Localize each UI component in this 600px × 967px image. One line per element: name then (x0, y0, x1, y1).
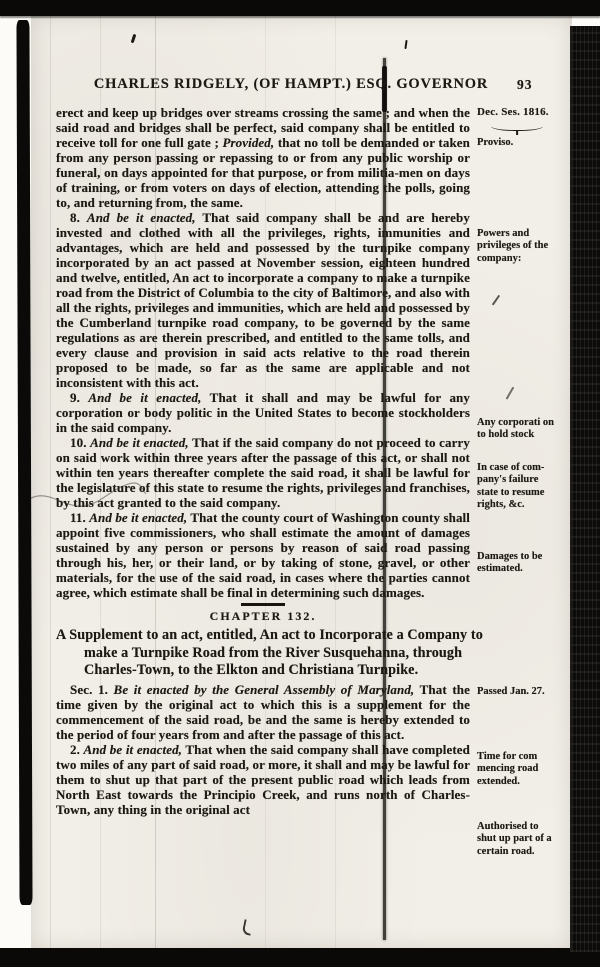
margin-note-stockholders: Any corporati on to hold stock (477, 417, 554, 441)
margin-note-shut-up-road: Authorised to shut up part of a certain road. (477, 821, 552, 857)
scan-border-top (0, 0, 600, 16)
brace-mark (491, 121, 543, 131)
margin-note-proviso: Proviso. (477, 137, 514, 148)
statute-section (56, 742, 470, 817)
section-text: That when the said company shall have completed two miles of any part of said road, or more, it shall and may be lawful for them to shut up that part of the present public road which leads from North East towards the Principio Creek, and runs north of Charles-Town, any thing in the original act (56, 741, 470, 817)
section-number: 8. (70, 210, 80, 225)
section-text: that no toll be demanded or taken from any person passing or repassing to or from any public worship or funeral, on days appointed for that purpose, or from militia-men on days of training, or from voters on days of election, attending the polls, going to, and returning from, the same. (56, 135, 470, 210)
running-header: CHARLES RIDGELY, (OF HAMPT.) ESQ. GOVERNOR (93, 76, 489, 92)
act-title: A Supplement to an act, entitled, An act to Incorporate a Company to make a Turnpike Road from the River Susquehanna, through Charles-Town, to the Elkton and Christiana Turnpike. (56, 627, 483, 678)
statute-section (56, 682, 470, 742)
statute-section (56, 210, 470, 390)
ink-speck (131, 34, 136, 43)
margin-note-passed: Passed Jan. 27. (477, 686, 545, 697)
section-text: That said company shall be and are hereby invested and clothed with all the privileges, rights, immunities and advantages, which are held and possessed by the turnpike company incorporated by an act passed at November session, eighteen hundred and twelve, entitled, An act to incorporate a company to make a turnpike road from the District of Columbia to the city of Baltimore, and also with all the rights, privileges and immunities, which are held and possessed by the Cumberland turnpike road company, to be governed by the same regulations as are therein prescribed, and entitled to the same tolls, and every clause and provision in said acts relative to the road therein proposed to be made, so far as the same are applicable and not inconsistent with this act. (56, 210, 470, 390)
scan-border-bottom (0, 948, 600, 967)
proviso-word: Provided, (222, 135, 275, 150)
enacting-clause: And be it enacted, (90, 435, 189, 450)
scan-border-right (570, 26, 600, 952)
ink-speck (506, 387, 514, 400)
statute-section (56, 390, 470, 435)
margin-note-state-resume: In case of com- pany's failure state to resume rights, &c. (477, 462, 545, 510)
ink-hook-mark (242, 919, 254, 936)
enacting-clause: And be it enacted, (86, 210, 196, 225)
enacting-clause: And be it enacted, (88, 390, 202, 405)
section-number: 9. (70, 390, 80, 405)
section-number: 2. (70, 741, 80, 757)
statute-text-column (56, 105, 483, 817)
ink-speck (404, 40, 407, 49)
margin-note-time-extended: Time for com mencing road extended. (477, 751, 539, 787)
pen-squiggle-mark (17, 472, 149, 528)
section-text: That if the said company do not proceed to carry on said work within three years after the passage of this act, or shall not within ten years thereafter complete the said road, it shall be lawful for the legislature of this state to resume the rights, privileges and franchises, by this act granted to the said company. (56, 435, 470, 510)
section-number: 11. (70, 510, 86, 525)
margin-note-session: Dec. Ses. 1816. (477, 106, 549, 118)
section-divider-rule (241, 603, 285, 606)
enacting-clause: And be it enacted, (89, 510, 188, 525)
section-text: That the time given by the original act to which this is a supplement for the commencement of the said road, be and the same is hereby extended to the period of four years from and after the passage of this act. (56, 681, 470, 742)
ink-speck (492, 295, 500, 306)
margin-note-powers: Powers and privileges of the company: (477, 228, 549, 264)
section-text: erect and keep up bridges over streams crossing the same ; and when the said road and bridges shall be perfect, said company shall be entitled to receive toll for one full gate ; (56, 105, 470, 150)
enacting-clause: Be it enacted by the General Assembly of Maryland, (113, 681, 415, 697)
section-number: Sec. 1. (70, 681, 108, 697)
margin-note-damages: Damages to be estimated. (477, 551, 543, 575)
enacting-clause: And be it enacted, (83, 741, 183, 757)
chapter-heading: CHAPTER 132. (209, 609, 317, 623)
page-paper (31, 14, 572, 950)
section-text: That the county court of Washington county shall appoint five commissioners, who shall estimate the amount of damages sustained by any person or persons by reason of said road passing through his, her, or their land, or by taking of stone, gravel, or other materials, for the use of the said road, in cases where the parties cannot agree, which estimate shall be final in determining such damages. (56, 510, 470, 600)
section-text: That it shall and may be lawful for any corporation or body politic in the United States to become stockholders in the said company. (56, 390, 470, 435)
section-number: 10. (70, 435, 87, 450)
page-number: 93 (517, 77, 533, 92)
statute-section (56, 105, 470, 210)
